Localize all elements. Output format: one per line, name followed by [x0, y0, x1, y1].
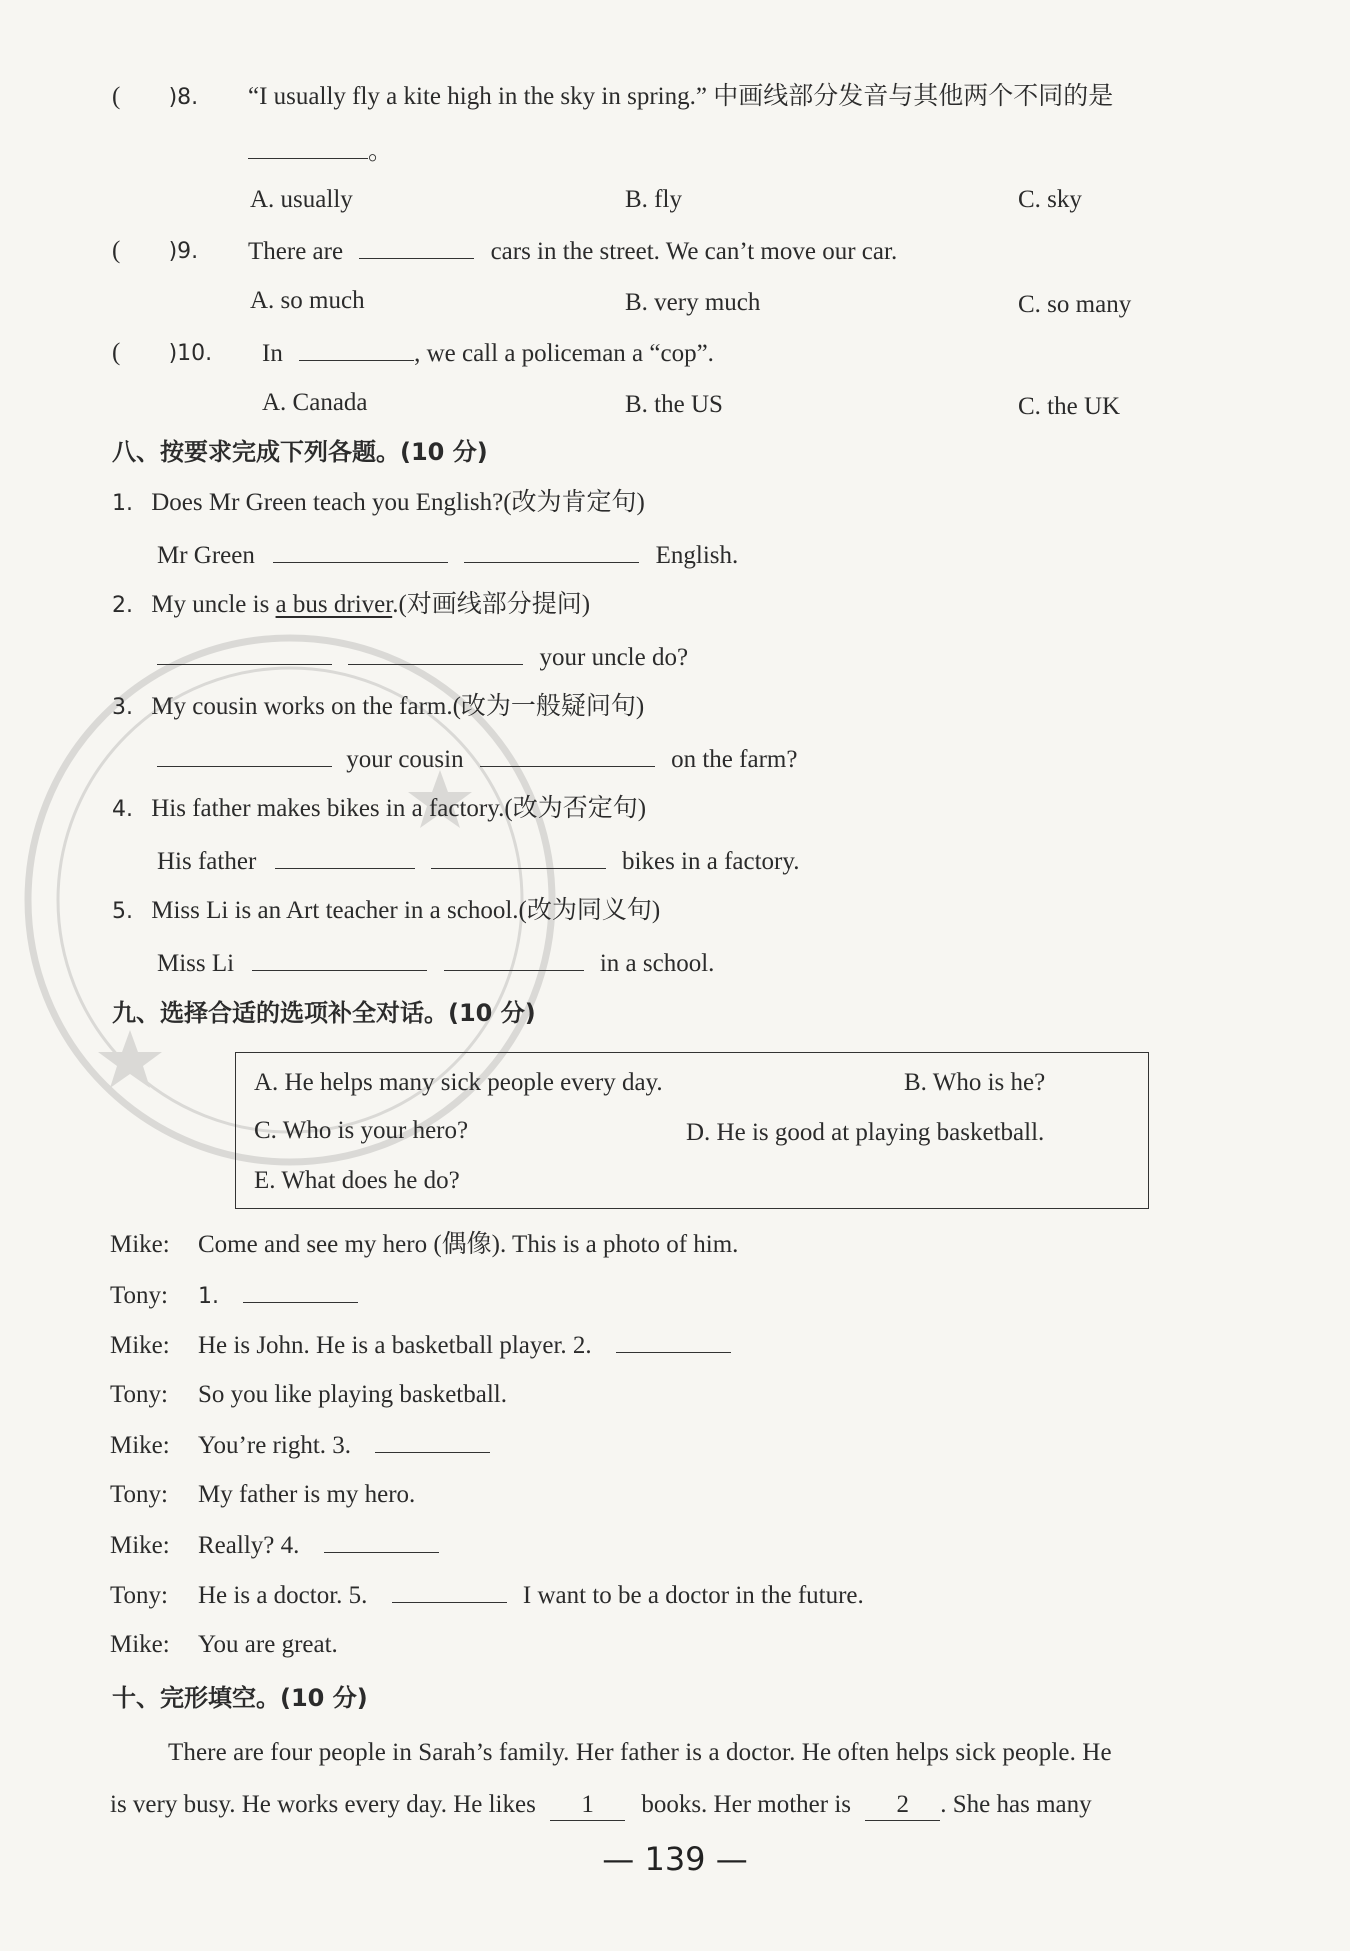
answer-blank[interactable]	[157, 744, 332, 767]
option-a[interactable]: A. usually	[250, 186, 353, 213]
sec8-item-4: 4. His father makes bikes in a factory.(改为否定句)	[112, 795, 647, 822]
options-box	[235, 1052, 1149, 1209]
answer-blank[interactable]	[275, 846, 415, 869]
option-b[interactable]: B. Who is he?	[904, 1069, 1046, 1096]
answer-blank[interactable]	[480, 744, 655, 767]
answer-blank[interactable]	[243, 1280, 358, 1303]
option-a[interactable]: A. so much	[250, 287, 365, 314]
answer-blank[interactable]	[392, 1580, 507, 1603]
option-e[interactable]: E. What does he do?	[254, 1167, 460, 1194]
question-8-stem: “I usually fly a kite high in the sky in spring.” 中画线部分发音与其他两个不同的是	[248, 83, 1114, 110]
dialogue-line: Mike: You are great.	[110, 1631, 338, 1658]
option-b[interactable]: B. fly	[625, 186, 682, 213]
answer-paren-9[interactable]: ( )9.	[112, 237, 199, 264]
section-9-title: 九、选择合适的选项补全对话。(10 分)	[112, 999, 536, 1027]
option-d[interactable]: D. He is good at playing basketball.	[686, 1119, 1045, 1146]
section-8-title: 八、按要求完成下列各题。(10 分)	[112, 438, 488, 466]
question-10-stem: In , we call a policeman a “cop”.	[262, 340, 714, 367]
cloze-blank-2[interactable]: 2	[865, 1790, 940, 1821]
dialogue-line: Mike: He is John. He is a basketball player. 2.	[110, 1330, 731, 1361]
sec8-answer-4: His father bikes in a factory.	[157, 848, 800, 875]
answer-blank[interactable]	[324, 1530, 439, 1553]
sec8-answer-5: Miss Li in a school.	[157, 950, 715, 977]
dialogue-line: Mike: You’re right. 3.	[110, 1430, 490, 1461]
answer-paren-8[interactable]: ( )8.	[112, 83, 199, 110]
option-a[interactable]: A. Canada	[262, 389, 368, 416]
option-c[interactable]: C. sky	[1018, 186, 1082, 213]
answer-blank[interactable]	[248, 136, 368, 159]
sec8-item-1: 1. Does Mr Green teach you English?(改为肯定句)	[112, 489, 645, 516]
cloze-paragraph-line-2: is very busy. He works every day. He likes 1 books. Her mother is 2 . She has many	[110, 1790, 1092, 1821]
answer-blank[interactable]	[464, 540, 639, 563]
sec8-answer-2: your uncle do?	[157, 642, 688, 673]
answer-blank[interactable]	[252, 948, 427, 971]
dialogue-line: Tony: So you like playing basketball.	[110, 1381, 507, 1408]
question-8-stem-end: 。	[248, 136, 393, 167]
answer-blank[interactable]	[157, 642, 332, 665]
answer-blank[interactable]	[375, 1430, 490, 1453]
question-9-stem: There are cars in the street. We can’t move our car.	[248, 238, 898, 265]
option-c[interactable]: C. Who is your hero?	[254, 1117, 469, 1144]
dialogue-line: Mike: Come and see my hero (偶像). This is a photo of him.	[110, 1231, 739, 1258]
answer-paren-10[interactable]: ( )10.	[112, 339, 213, 366]
option-c[interactable]: C. the UK	[1018, 393, 1121, 420]
option-a[interactable]: A. He helps many sick people every day.	[254, 1069, 663, 1096]
answer-blank[interactable]	[348, 642, 523, 665]
underlined-phrase: a bus driver	[275, 591, 393, 618]
answer-blank[interactable]	[359, 236, 474, 259]
sec8-item-3: 3. My cousin works on the farm.(改为一般疑问句)	[112, 693, 645, 720]
dialogue-line: Tony: 1.	[110, 1280, 358, 1312]
sec8-answer-3: your cousin on the farm?	[157, 744, 797, 775]
dialogue-line: Tony: My father is my hero.	[110, 1481, 416, 1508]
sec8-item-5: 5. Miss Li is an Art teacher in a school.(改为同义句)	[112, 897, 661, 924]
option-b[interactable]: B. the US	[625, 391, 723, 418]
answer-blank[interactable]	[616, 1330, 731, 1353]
answer-blank[interactable]	[431, 846, 606, 869]
option-b[interactable]: B. very much	[625, 289, 761, 316]
dialogue-line: Tony: He is a doctor. 5. I want to be a doctor in the future.	[110, 1582, 864, 1609]
sec8-item-2: 2. My uncle is a bus driver.(对画线部分提问)	[112, 591, 591, 618]
section-10-title: 十、完形填空。(10 分)	[112, 1684, 368, 1712]
answer-blank[interactable]	[299, 338, 414, 361]
answer-blank[interactable]	[444, 948, 584, 971]
option-c[interactable]: C. so many	[1018, 291, 1132, 318]
dialogue-line: Mike: Really? 4.	[110, 1530, 439, 1561]
cloze-paragraph-line-1: There are four people in Sarah’s family. Her father is a doctor. He often helps sick people. He	[168, 1739, 1112, 1766]
sec8-answer-1: Mr Green English.	[157, 542, 739, 569]
page-number: — 139 —	[602, 1840, 748, 1878]
cloze-blank-1[interactable]: 1	[550, 1790, 625, 1821]
answer-blank[interactable]	[273, 540, 448, 563]
